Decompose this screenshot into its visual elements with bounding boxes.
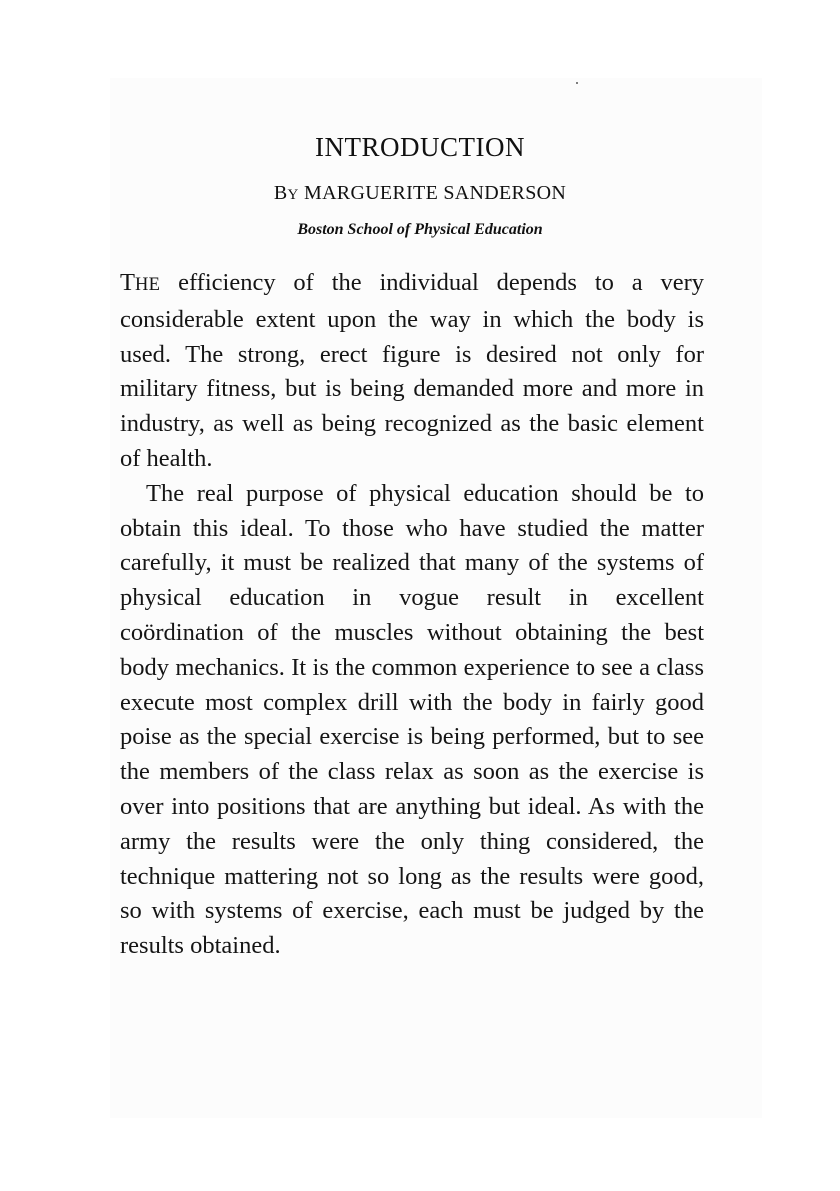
- paragraph-1: [120, 266, 704, 477]
- author-line: [0, 182, 840, 205]
- author-by-first: B: [273, 182, 288, 204]
- author-affiliation: Boston School of Physical Education: [297, 221, 543, 238]
- scan-speck: [576, 82, 578, 84]
- author-name: MARGUERITE SANDERSON: [303, 182, 567, 204]
- introduction-body: [120, 266, 704, 964]
- paragraph-1-text: efficiency of the individual depends to a very considerable extent upon the way in which the body is used. The strong, erect figure is desired not only for military fitness, but is being demanded more and more in industry, as well as being recognized as the basic element of health.: [120, 269, 704, 472]
- author-by-rest: Y: [287, 187, 299, 203]
- page-title: INTRODUCTION: [315, 132, 525, 162]
- paragraph-1-lead-first: T: [120, 269, 135, 296]
- paragraph-1-lead-rest: HE: [134, 275, 161, 295]
- paragraph-2: The real purpose of physical education should be to obtain this ideal. To those who have studied the matter carefully, it must be realized that many of the systems of physical education in vogue result in excellent coördination of the muscles without obtaining the best body mechanics. It is the common experience to see a class execute most complex drill with the body in fairly good poise as the special exercise is being performed, but to see the members of the class relax as soon as the exercise is over into positions that are anything but ideal. As with the army the results were the only thing considered, the technique mattering not so long as the results were good, so with systems of exercise, each must be judged by the results obtained.: [120, 479, 704, 960]
